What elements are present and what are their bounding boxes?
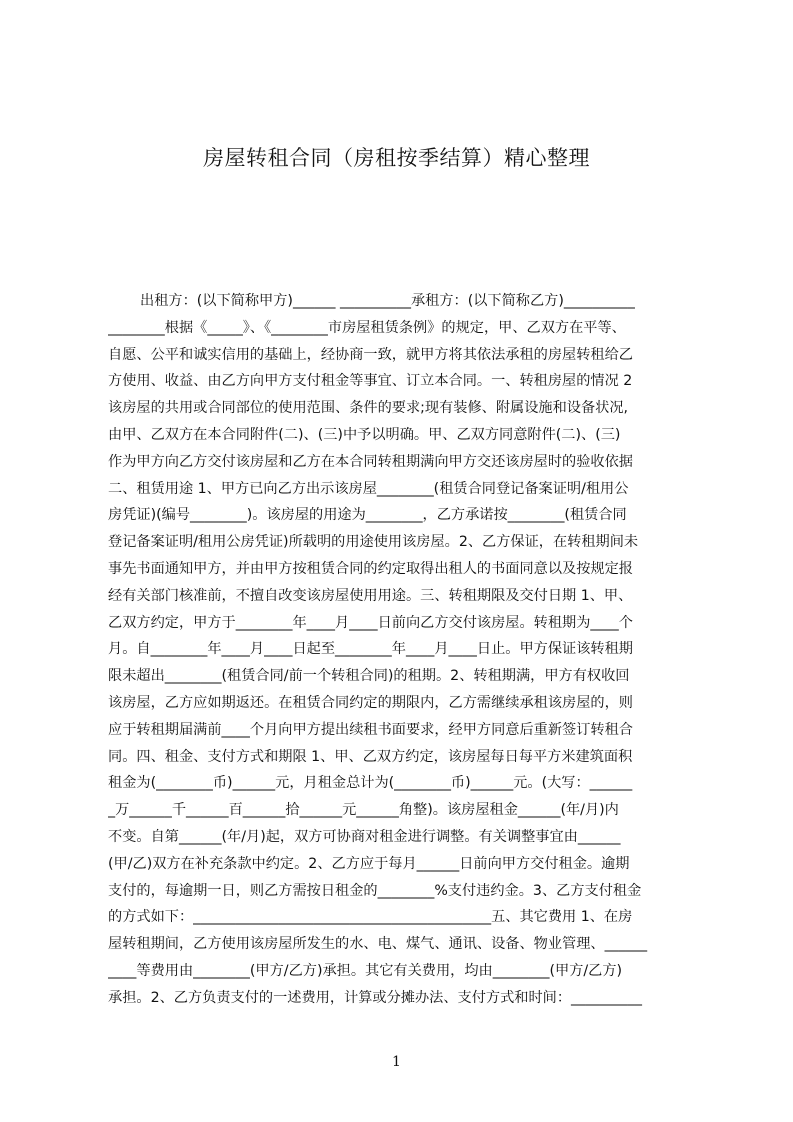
- text-line: 经有关部门核准前，不擅自改变该房屋使用用途。三、转租期限及交付日期 1、甲、: [108, 587, 633, 604]
- text-line: 的方式如下：__________________________________________五、其它费用 1、在房: [108, 909, 633, 926]
- document-title: 房屋转租合同（房租按季结算）精心整理: [203, 146, 590, 170]
- text-line: 方使用、收益、由乙方向甲方支付租金等事宜、订立本合同。一、转租房屋的情况 2: [108, 373, 633, 390]
- text-line: 支付的，每逾期一日，则乙方需按日租金的________%支付违约金。3、乙方支付租金: [108, 882, 642, 899]
- text-line: _万______千______百______拾______元______角整)。该房屋租金______(年/月)内: [108, 802, 619, 819]
- text-line: 事先书面通知甲方，并由甲方按租赁合同的约定取得出租人的书面同意以及按规定报: [108, 560, 633, 577]
- text-line: 作为甲方向乙方交付该房屋和乙方在本合同转租期满向甲方交还该房屋时的验收依据: [108, 453, 633, 470]
- text-line: 同。四、租金、支付方式和期限 1、甲、乙双方约定，该房屋每日每平方米建筑面积: [108, 748, 633, 765]
- text-line: 自愿、公平和诚实信用的基础上，经协商一致，就甲方将其依法承租的房屋转租给乙: [108, 346, 633, 363]
- text-line: 承担。2、乙方负责支付的一述费用，计算或分摊办法、支付方式和时间：__________: [108, 989, 642, 1006]
- text-line: 租金为(________币)______元，月租金总计为(________币)______元。(大写：______: [108, 775, 633, 792]
- text-line: (甲/乙)双方在补充条款中约定。2、乙方应于每月______日前向甲方交付租金。逾期: [108, 855, 630, 872]
- text-line: 屋转租期间，乙方使用该房屋所发生的水、电、煤气、通讯、设备、物业管理、______: [108, 936, 648, 953]
- text-line: ________根据《_____》、《________市房屋租赁条例》的规定，甲、乙双方在平等、: [108, 319, 626, 336]
- text-line: 出租方：(以下简称甲方)______ __________承租方：(以下简称乙方)__________: [140, 293, 635, 309]
- text-line: 不变。自第______(年/月)起，双方可协商对租金进行调整。有关调整事宜由______: [108, 828, 621, 845]
- text-line: 该房屋的共用或合同部位的使用范围、条件的要求;现有装修、附属设施和设备状况,: [108, 400, 629, 417]
- text-line: 由甲、乙双方在本合同附件(二)、(三)中予以明确。甲、乙双方同意附件(二)、(三): [108, 426, 621, 443]
- text-line: 限未超出________(租赁合同/前一个转租合同)的租期。2、转租期满，甲方有权收回: [108, 668, 630, 685]
- text-line: ____等费用由________(甲方/乙方)承担。其它有关费用，均由________(甲方/乙方): [108, 962, 623, 979]
- text-line: 二、租赁用途 1、甲方已向乙方出示该房屋________(租赁合同登记备案证明/租用公: [108, 480, 629, 497]
- text-line: 登记备案证明/租用公房凭证)所载明的用途使用该房屋。2、乙方保证，在转租期间未: [108, 534, 639, 551]
- text-line: 应于转租期届满前____个月向甲方提出续租书面要求，经甲方同意后重新签订转租合: [108, 721, 633, 738]
- text-line: 月。自________年____月____日起至________年____月____日止。甲方保证该转租期: [108, 641, 633, 658]
- page-number: 1: [392, 1054, 401, 1070]
- text-line: 乙双方约定，甲方于________年____月____日前向乙方交付该房屋。转租期为____个: [108, 614, 633, 631]
- contract-body: [108, 288, 700, 1012]
- text-line: 房凭证)(编号________)。该房屋的用途为________，乙方承诺按________(租赁合同: [108, 507, 627, 524]
- text-line: 该房屋，乙方应如期返还。在租赁合同约定的期限内，乙方需继续承租该房屋的，则: [108, 694, 633, 711]
